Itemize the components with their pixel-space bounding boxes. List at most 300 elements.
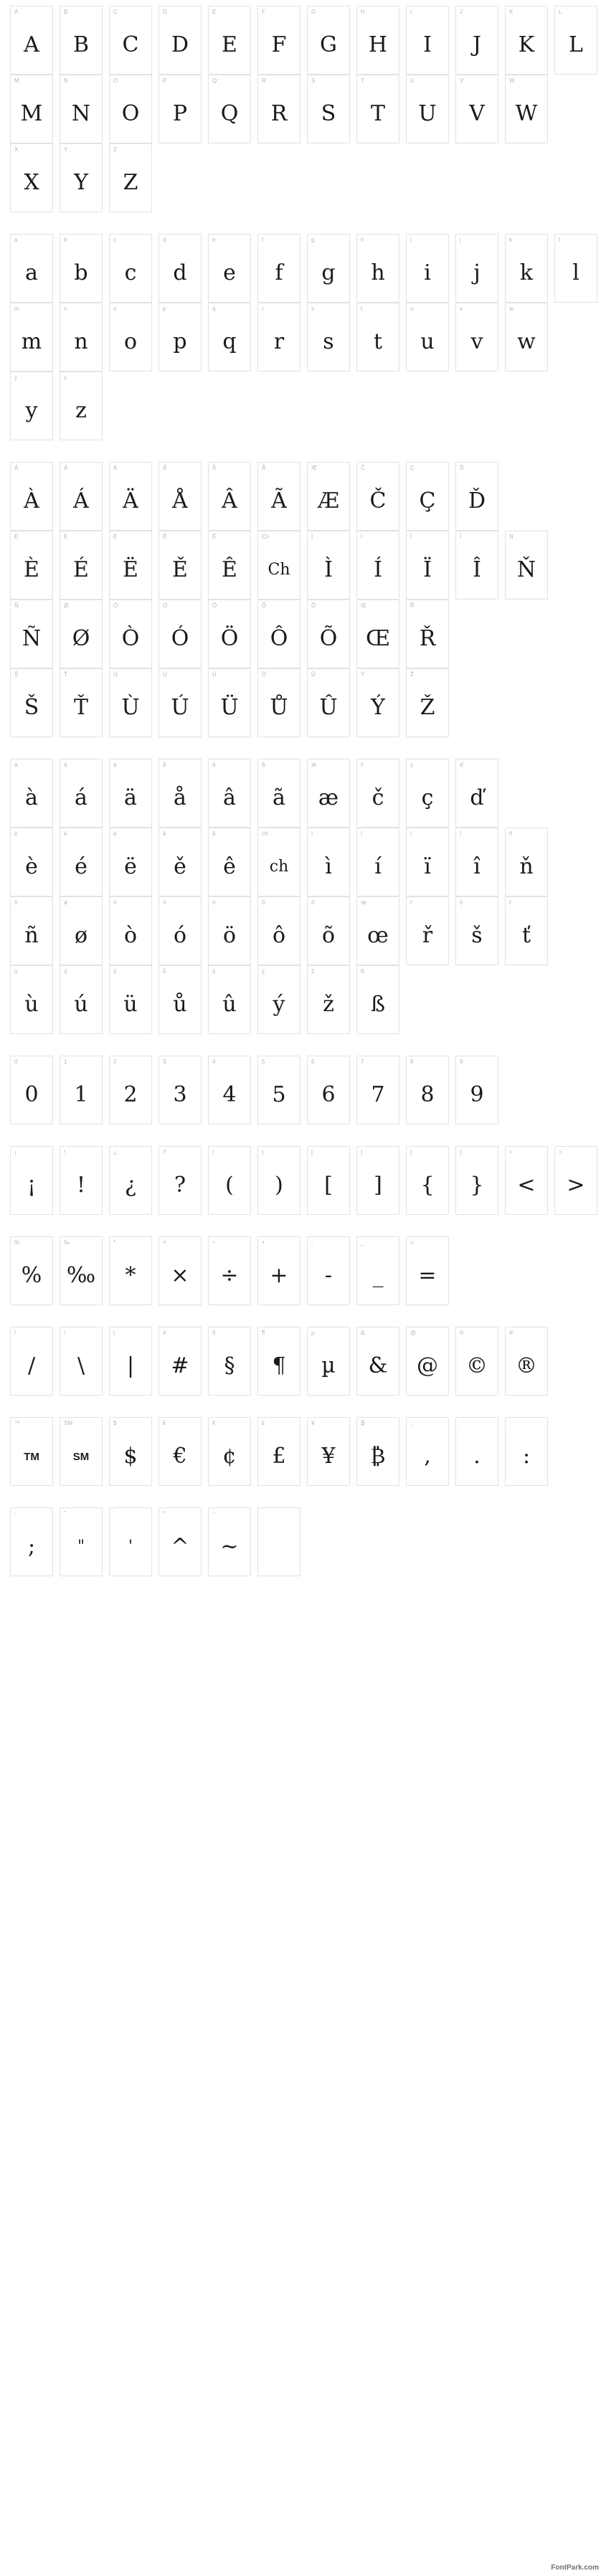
glyph-cell[interactable] [10, 896, 53, 965]
glyph-cell-tag: Ç [410, 465, 415, 471]
glyph-cell[interactable] [10, 1236, 53, 1305]
glyph-cell-tag: ď [460, 762, 464, 768]
glyph-cell[interactable] [307, 462, 350, 531]
glyph-cell-character: D [171, 32, 189, 57]
glyph-cell-tag: Û [311, 671, 316, 678]
glyph-cell[interactable] [158, 896, 202, 965]
glyph-cell[interactable] [10, 6, 53, 75]
glyph-cell[interactable] [307, 1236, 350, 1305]
glyph-cell[interactable] [208, 828, 251, 896]
glyph-cell-tag: b [64, 237, 67, 243]
glyph-cell-tag: ť [509, 899, 512, 906]
glyph-cell[interactable] [257, 759, 300, 828]
glyph-cell-tag: 4 [212, 1059, 216, 1065]
glyph-cell-tag: ¡ [14, 1149, 16, 1155]
glyph-cell[interactable] [356, 759, 399, 828]
glyph-cell-character: H [368, 32, 388, 57]
glyph-cell[interactable] [356, 1146, 399, 1215]
glyph-cell[interactable] [307, 6, 350, 75]
glyph-cell[interactable] [455, 1146, 498, 1215]
glyph-cell[interactable] [307, 965, 350, 1034]
glyph-cell-tag: £ [262, 1420, 265, 1426]
glyph-cell[interactable] [60, 1507, 103, 1576]
glyph-cell-character: š [471, 923, 483, 948]
glyph-cell-character: Ì [324, 557, 333, 582]
glyph-cell-character: ) [275, 1173, 283, 1198]
glyph-cell[interactable] [158, 965, 202, 1034]
glyph-cell[interactable] [208, 6, 251, 75]
glyph-cell[interactable] [10, 965, 53, 1034]
glyph-cell[interactable] [257, 600, 300, 668]
glyph-cell[interactable] [109, 303, 152, 371]
glyph-cell[interactable] [10, 759, 53, 828]
glyph-cell[interactable] [455, 896, 498, 965]
glyph-cell[interactable] [307, 1146, 350, 1215]
glyph-cell[interactable] [109, 462, 152, 531]
glyph-cell[interactable] [60, 6, 103, 75]
glyph-cell[interactable] [158, 1507, 202, 1576]
glyph-cell-character: à [25, 785, 38, 810]
glyph-cell[interactable] [257, 896, 300, 965]
glyph-cell[interactable] [60, 371, 103, 440]
glyph-cell-character: 7 [371, 1082, 385, 1107]
glyph-cell-tag: k [509, 237, 513, 243]
glyph-cell[interactable] [60, 531, 103, 600]
glyph-cell-tag: e [212, 237, 216, 243]
glyph-cell-character: î [473, 854, 480, 879]
glyph-row [0, 6, 606, 75]
glyph-cell-tag: ë [113, 830, 117, 837]
glyph-cell[interactable] [109, 531, 152, 600]
glyph-cell[interactable] [10, 143, 53, 212]
glyph-row [0, 143, 606, 212]
glyph-cell[interactable] [257, 668, 300, 737]
glyph-cell-character: ů [173, 992, 187, 1017]
glyph-cell[interactable] [158, 1327, 202, 1396]
glyph-cell-character: + [270, 1263, 288, 1288]
glyph-cell[interactable] [60, 1327, 103, 1396]
glyph-cell-tag: ç [410, 762, 414, 768]
glyph-cell[interactable] [505, 303, 548, 371]
glyph-cell[interactable] [455, 531, 498, 600]
glyph-cell-character: 6 [321, 1082, 336, 1107]
glyph-cell[interactable] [257, 1146, 300, 1215]
glyph-cell[interactable] [158, 6, 202, 75]
glyph-cell[interactable] [10, 828, 53, 896]
glyph-cell-tag: r [262, 306, 264, 312]
glyph-cell[interactable] [257, 828, 300, 896]
glyph-cell[interactable] [109, 828, 152, 896]
glyph-cell[interactable] [257, 531, 300, 600]
glyph-cell[interactable] [356, 1327, 399, 1396]
glyph-cell[interactable] [356, 600, 399, 668]
glyph-cell-character: À [24, 488, 39, 513]
glyph-cell[interactable] [257, 1507, 300, 1576]
glyph-cell[interactable] [158, 600, 202, 668]
glyph-cell[interactable] [60, 1236, 103, 1305]
glyph-cell[interactable] [307, 303, 350, 371]
glyph-cell[interactable] [60, 75, 103, 143]
glyph-cell-tag: Y [64, 146, 68, 153]
glyph-cell[interactable] [208, 75, 251, 143]
glyph-cell-character: f [275, 260, 283, 285]
glyph-cell[interactable] [158, 75, 202, 143]
glyph-cell[interactable] [10, 1146, 53, 1215]
glyph-cell[interactable] [307, 531, 350, 600]
glyph-cell[interactable] [208, 1507, 251, 1576]
glyph-cell[interactable] [356, 896, 399, 965]
glyph-cell[interactable] [158, 1417, 202, 1486]
glyph-cell-tag: ® [509, 1330, 514, 1336]
glyph-cell[interactable] [406, 234, 449, 303]
glyph-cell[interactable] [158, 1056, 202, 1124]
glyph-cell-character: \ [77, 1353, 85, 1378]
glyph-cell[interactable] [406, 462, 449, 531]
glyph-cell[interactable] [109, 1146, 152, 1215]
glyph-cell-tag: N [64, 77, 68, 84]
glyph-cell[interactable] [257, 75, 300, 143]
glyph-cell[interactable] [208, 1417, 251, 1486]
glyph-cell[interactable] [356, 668, 399, 737]
site-watermark [551, 2564, 599, 2572]
glyph-cell[interactable] [406, 759, 449, 828]
glyph-cell-tag: 5 [262, 1059, 265, 1065]
glyph-cell-character: I [423, 32, 432, 57]
glyph-cell-character: Q [220, 101, 239, 126]
glyph-cell-tag: Ý [361, 671, 365, 678]
glyph-cell[interactable] [505, 75, 548, 143]
glyph-cell[interactable] [356, 1236, 399, 1305]
glyph-cell-tag: S [311, 77, 316, 84]
glyph-cell-tag: ‰ [64, 1239, 70, 1246]
glyph-cell-character: ó [173, 923, 187, 948]
glyph-cell-tag: á [64, 762, 67, 768]
glyph-cell[interactable] [208, 759, 251, 828]
glyph-cell[interactable] [109, 143, 152, 212]
glyph-cell[interactable] [505, 1327, 548, 1396]
glyph-cell[interactable] [406, 1327, 449, 1396]
glyph-cell[interactable] [109, 668, 152, 737]
glyph-cell[interactable] [10, 371, 53, 440]
glyph-cell[interactable] [505, 828, 548, 896]
glyph-cell[interactable] [109, 1236, 152, 1305]
glyph-cell-character: Ú [171, 695, 189, 720]
glyph-cell-tag: ř [410, 899, 412, 906]
glyph-cell[interactable] [10, 234, 53, 303]
glyph-cell-tag: J [460, 9, 463, 15]
glyph-cell-character: ò [123, 923, 138, 948]
glyph-row [0, 1146, 606, 1215]
glyph-cell-character: G [320, 32, 337, 57]
glyph-cell[interactable] [406, 303, 449, 371]
glyph-cell[interactable] [455, 1056, 498, 1124]
glyph-cell[interactable] [257, 234, 300, 303]
glyph-cell[interactable] [10, 531, 53, 600]
glyph-cell-character: o [123, 329, 138, 354]
glyph-cell-character: č [371, 785, 384, 810]
glyph-cell-character: L [569, 32, 583, 57]
glyph-cell[interactable] [109, 759, 152, 828]
glyph-grid [0, 6, 606, 1576]
glyph-cell-character: © [466, 1353, 488, 1378]
glyph-cell-character: m [21, 329, 42, 354]
glyph-cell-character: í [374, 854, 382, 879]
glyph-cell[interactable] [208, 531, 251, 600]
glyph-cell-tag: ÷ [212, 1239, 216, 1246]
glyph-cell[interactable] [208, 1236, 251, 1305]
glyph-cell-character: Ö [220, 626, 239, 651]
glyph-cell-character: / [27, 1353, 36, 1378]
glyph-cell-tag: 6 [311, 1059, 315, 1065]
glyph-cell[interactable] [406, 668, 449, 737]
glyph-cell[interactable] [455, 6, 498, 75]
glyph-cell-tag: Ch [262, 534, 270, 540]
glyph-cell[interactable] [307, 759, 350, 828]
glyph-cell-character: g [321, 260, 336, 285]
glyph-cell-character: 5 [272, 1082, 286, 1107]
glyph-cell-character: ß [370, 992, 386, 1017]
glyph-cell[interactable] [356, 6, 399, 75]
glyph-cell-character: 4 [222, 1082, 237, 1107]
glyph-cell[interactable] [455, 234, 498, 303]
glyph-cell-character: d [173, 260, 187, 285]
glyph-cell[interactable] [158, 303, 202, 371]
glyph-cell[interactable] [307, 234, 350, 303]
glyph-cell[interactable] [10, 668, 53, 737]
glyph-cell-tag: ) [262, 1149, 264, 1155]
glyph-cell[interactable] [406, 75, 449, 143]
glyph-cell-character: È [24, 557, 39, 582]
glyph-cell[interactable] [60, 828, 103, 896]
glyph-cell-character: X [24, 170, 39, 195]
glyph-cell-tag: C [113, 9, 118, 15]
glyph-cell-character: Â [222, 488, 237, 513]
glyph-cell[interactable] [208, 1146, 251, 1215]
glyph-cell[interactable] [406, 600, 449, 668]
glyph-cell[interactable] [10, 462, 53, 531]
glyph-cell[interactable] [554, 234, 597, 303]
glyph-cell-tag: ; [14, 1510, 16, 1517]
glyph-cell-character: > [567, 1173, 585, 1198]
glyph-cell[interactable] [109, 1417, 152, 1486]
glyph-cell[interactable] [505, 234, 548, 303]
glyph-cell[interactable] [208, 234, 251, 303]
glyph-cell-character: £ [272, 1444, 286, 1469]
glyph-cell-tag: Å [163, 465, 167, 471]
glyph-cell[interactable] [208, 1327, 251, 1396]
glyph-cell[interactable] [60, 1417, 103, 1486]
glyph-cell[interactable] [356, 75, 399, 143]
glyph-cell-character: # [171, 1353, 189, 1378]
glyph-row [0, 1417, 606, 1486]
glyph-cell[interactable] [455, 75, 498, 143]
glyph-cell[interactable] [60, 668, 103, 737]
glyph-cell[interactable] [208, 965, 251, 1034]
glyph-cell[interactable] [257, 1236, 300, 1305]
glyph-cell[interactable] [158, 1146, 202, 1215]
glyph-cell[interactable] [158, 531, 202, 600]
glyph-cell-character: , [424, 1444, 431, 1469]
glyph-cell[interactable] [406, 531, 449, 600]
glyph-cell[interactable] [307, 1056, 350, 1124]
glyph-cell[interactable] [406, 1056, 449, 1124]
glyph-cell-character: ť [521, 923, 531, 948]
glyph-cell[interactable] [109, 600, 152, 668]
glyph-cell-tag: y [14, 374, 18, 381]
glyph-cell[interactable] [60, 143, 103, 212]
glyph-cell[interactable] [356, 462, 399, 531]
glyph-cell[interactable] [307, 600, 350, 668]
glyph-cell-tag: d [163, 237, 166, 243]
glyph-cell[interactable] [60, 462, 103, 531]
glyph-cell[interactable] [307, 828, 350, 896]
glyph-cell[interactable] [109, 965, 152, 1034]
glyph-cell[interactable] [109, 75, 152, 143]
glyph-cell[interactable] [307, 1327, 350, 1396]
glyph-cell-character: 3 [173, 1082, 187, 1107]
glyph-cell[interactable] [257, 1417, 300, 1486]
glyph-cell[interactable] [158, 234, 202, 303]
glyph-cell-tag: ê [212, 830, 216, 837]
glyph-cell[interactable] [158, 668, 202, 737]
glyph-cell[interactable] [505, 896, 548, 965]
glyph-cell[interactable] [356, 234, 399, 303]
glyph-cell[interactable] [60, 965, 103, 1034]
glyph-cell[interactable] [406, 1236, 449, 1305]
glyph-cell[interactable] [109, 1056, 152, 1124]
glyph-cell[interactable] [109, 896, 152, 965]
glyph-cell[interactable] [505, 531, 548, 600]
glyph-cell-tag: R [262, 77, 266, 84]
glyph-cell[interactable] [356, 1056, 399, 1124]
glyph-cell[interactable] [406, 828, 449, 896]
glyph-cell[interactable] [10, 75, 53, 143]
glyph-cell-tag: ò [113, 899, 117, 906]
glyph-cell[interactable] [60, 303, 103, 371]
glyph-cell[interactable] [10, 1327, 53, 1396]
glyph-cell[interactable] [554, 6, 597, 75]
glyph-cell-character: b [74, 260, 88, 285]
glyph-cell[interactable] [307, 75, 350, 143]
glyph-cell-character: a [25, 260, 38, 285]
glyph-cell[interactable] [505, 1417, 548, 1486]
glyph-cell[interactable] [455, 1327, 498, 1396]
glyph-row [0, 75, 606, 143]
glyph-cell[interactable] [406, 1417, 449, 1486]
glyph-cell[interactable] [356, 531, 399, 600]
glyph-cell[interactable] [109, 1507, 152, 1576]
glyph-cell-character: l [572, 260, 579, 285]
glyph-cell[interactable] [10, 600, 53, 668]
glyph-cell[interactable] [158, 759, 202, 828]
glyph-cell[interactable] [455, 1417, 498, 1486]
glyph-row [0, 1236, 606, 1305]
glyph-cell-tag: Q [212, 77, 217, 84]
glyph-cell[interactable] [158, 462, 202, 531]
glyph-cell-character: - [324, 1263, 333, 1288]
glyph-cell-tag: œ [361, 899, 366, 906]
glyph-cell-tag: 9 [460, 1059, 463, 1065]
glyph-cell[interactable] [208, 600, 251, 668]
glyph-cell[interactable] [307, 1417, 350, 1486]
glyph-cell[interactable] [307, 896, 350, 965]
glyph-cell[interactable] [406, 896, 449, 965]
glyph-cell[interactable] [455, 462, 498, 531]
glyph-cell-tag: V [460, 77, 464, 84]
glyph-cell[interactable] [505, 6, 548, 75]
glyph-cell[interactable] [455, 303, 498, 371]
glyph-cell[interactable] [60, 896, 103, 965]
glyph-cell[interactable] [257, 303, 300, 371]
glyph-cell-character: § [224, 1353, 235, 1378]
glyph-cell-character: $ [123, 1444, 138, 1469]
glyph-cell[interactable] [307, 668, 350, 737]
glyph-cell[interactable] [158, 1236, 202, 1305]
glyph-cell[interactable] [406, 6, 449, 75]
glyph-cell[interactable] [208, 462, 251, 531]
glyph-cell[interactable] [505, 1146, 548, 1215]
glyph-cell[interactable] [208, 668, 251, 737]
glyph-cell[interactable] [257, 1056, 300, 1124]
glyph-cell[interactable] [60, 1056, 103, 1124]
glyph-cell[interactable] [60, 234, 103, 303]
glyph-cell[interactable] [406, 1146, 449, 1215]
glyph-cell[interactable] [208, 303, 251, 371]
glyph-cell[interactable] [455, 828, 498, 896]
glyph-cell[interactable] [60, 759, 103, 828]
glyph-cell[interactable] [356, 965, 399, 1034]
glyph-cell-character: ê [223, 854, 236, 879]
glyph-cell-character: h [371, 260, 385, 285]
glyph-cell-character: ü [123, 992, 138, 1017]
glyph-cell[interactable] [257, 6, 300, 75]
glyph-row [0, 462, 606, 531]
glyph-cell[interactable] [60, 1146, 103, 1215]
glyph-cell[interactable] [109, 234, 152, 303]
glyph-cell-character: * [125, 1263, 136, 1288]
glyph-cell-tag: Ě [163, 534, 167, 540]
glyph-cell-tag: " [64, 1510, 67, 1517]
glyph-cell[interactable] [10, 1507, 53, 1576]
glyph-cell[interactable] [257, 1327, 300, 1396]
glyph-cell[interactable] [10, 1056, 53, 1124]
glyph-cell[interactable] [356, 828, 399, 896]
glyph-cell[interactable] [257, 965, 300, 1034]
glyph-cell[interactable] [455, 759, 498, 828]
glyph-cell-character: k [519, 260, 534, 285]
glyph-cell-character: TM [24, 1450, 39, 1463]
glyph-cell[interactable] [208, 1056, 251, 1124]
glyph-cell-tag: Ů [262, 671, 266, 678]
glyph-cell-character: ř [422, 923, 433, 948]
glyph-cell-character: M [20, 101, 43, 126]
glyph-cell[interactable] [208, 896, 251, 965]
glyph-cell-character: e [223, 260, 236, 285]
glyph-cell[interactable] [554, 1146, 597, 1215]
glyph-row [0, 371, 606, 440]
glyph-cell[interactable] [257, 462, 300, 531]
glyph-cell-tag: l [559, 237, 560, 243]
glyph-cell[interactable] [158, 828, 202, 896]
glyph-cell[interactable] [356, 1417, 399, 1486]
glyph-cell[interactable] [356, 303, 399, 371]
glyph-cell[interactable] [60, 600, 103, 668]
glyph-cell[interactable] [109, 1327, 152, 1396]
glyph-cell-tag: O [113, 77, 118, 84]
glyph-cell[interactable] [10, 1417, 53, 1486]
glyph-cell[interactable] [10, 303, 53, 371]
glyph-cell[interactable] [109, 6, 152, 75]
